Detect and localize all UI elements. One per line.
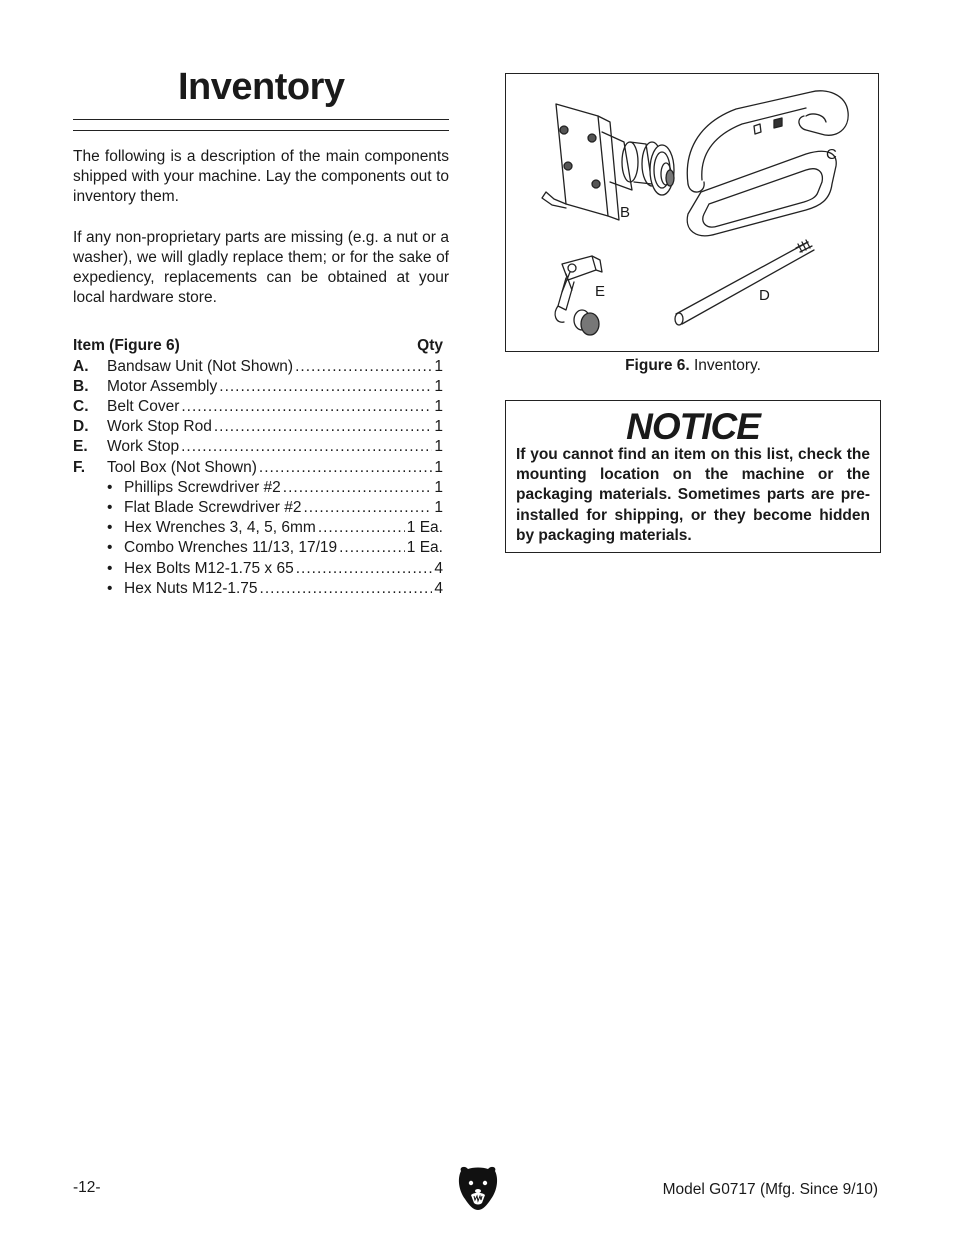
inventory-subitem [73,538,443,558]
leader-dots [318,518,405,538]
figure-label-c: C [826,146,837,163]
inventory-subitem [73,579,443,599]
title-rule-top [73,119,449,120]
leader-dots [339,538,405,558]
bullet: • [107,499,113,517]
bullet: • [107,559,113,577]
subitem-name: Hex Bolts M12-1.75 x 65 [124,559,294,577]
inventory-subitem [73,498,443,518]
item-name: Bandsaw Unit (Not Shown) [107,357,294,375]
subitem-qty: 1 [434,478,443,496]
item-letter: F. [73,458,86,476]
motor-assembly-drawing [542,104,674,220]
item-qty: 1 [434,418,443,436]
leader-dots [260,579,433,599]
notice-text: If you cannot find an item on this list, check the mounting location on the machine or the packaging materials. Sometimes parts are pre-installed for shipping, or they become hidden by packaging materials. [516,446,870,544]
leader-dots [283,478,433,498]
model-info: Model G0717 (Mfg. Since 9/10) [662,1181,878,1198]
inventory-illustration [506,74,878,351]
missing-parts-paragraph: If any non-proprietary parts are missing (e.g. a nut or a washer), we will gladly replace them; or for the sake of expediency, replacements can be obtained at your local hardware store. [73,228,449,307]
figure-caption [505,357,881,375]
leader-dots [214,417,433,437]
inventory-list [73,336,449,599]
item-name: Belt Cover [107,398,180,416]
belt-cover-drawing [687,91,848,236]
leader-dots [181,397,432,417]
item-letter: B. [73,377,89,395]
bullet: • [107,579,113,597]
subitem-name: Hex Wrenches 3, 4, 5, 6mm [124,519,316,537]
item-qty: 1 [434,398,443,416]
figure-label-d: D [759,287,770,304]
subitem-qty: 1 Ea. [406,539,443,557]
inventory-subitem [73,478,443,498]
subitem-name: Phillips Screwdriver #2 [124,478,281,496]
inventory-item-f [73,458,443,478]
item-letter: E. [73,438,88,456]
left-column [73,147,449,599]
inventory-figure [505,73,879,352]
leader-dots [219,377,432,397]
leader-dots [259,458,432,478]
item-name: Work Stop Rod [107,418,212,436]
bear-head-logo-icon [457,1165,499,1216]
page-title: Inventory [178,66,345,108]
inventory-item-d [73,417,443,437]
inventory-item-c [73,397,443,417]
subitem-name: Flat Blade Screwdriver #2 [124,499,302,517]
subitem-qty: 1 Ea. [406,519,443,537]
subitem-name: Combo Wrenches 11/13, 17/19 [124,539,338,557]
subitem-qty: 1 [434,499,443,517]
notice-title: NOTICE [626,406,760,447]
notice-box [505,400,881,553]
bullet: • [107,519,113,537]
leader-dots [303,498,432,518]
figure-label-e: E [595,283,606,300]
inventory-item-b [73,377,443,397]
subitem-name: Hex Nuts M12-1.75 [124,579,258,597]
page-number: -12- [73,1179,101,1196]
item-letter: A. [73,357,89,375]
inventory-header [73,336,443,356]
inventory-subitem [73,559,443,579]
item-qty: 1 [434,377,443,395]
inventory-header-item: Item (Figure 6) [73,337,180,355]
bullet: • [107,478,113,496]
inventory-header-qty: Qty [417,337,443,355]
item-qty: 1 [434,357,443,375]
title-rule-bottom [73,130,449,131]
work-stop-rod-drawing [675,240,814,325]
item-letter: C. [73,398,89,416]
inventory-item-e [73,437,443,457]
intro-paragraph: The following is a description of the main components shipped with your machine. Lay the components out to inventory them. [73,148,449,206]
item-qty: 1 [434,458,443,476]
subitem-qty: 4 [434,559,443,577]
bullet: • [107,539,113,557]
item-qty: 1 [434,438,443,456]
item-letter: D. [73,418,89,436]
item-name: Tool Box (Not Shown) [107,458,257,476]
figure-caption-number: Figure 6. [625,357,690,374]
subitem-qty: 4 [434,579,443,597]
inventory-item-a [73,357,443,377]
item-name: Motor Assembly [107,377,218,395]
figure-label-b: B [620,204,631,221]
figure-caption-text: Inventory. [689,357,761,374]
leader-dots [295,357,432,377]
leader-dots [296,559,433,579]
item-name: Work Stop [107,438,180,456]
inventory-subitem [73,518,443,538]
leader-dots [181,437,432,457]
